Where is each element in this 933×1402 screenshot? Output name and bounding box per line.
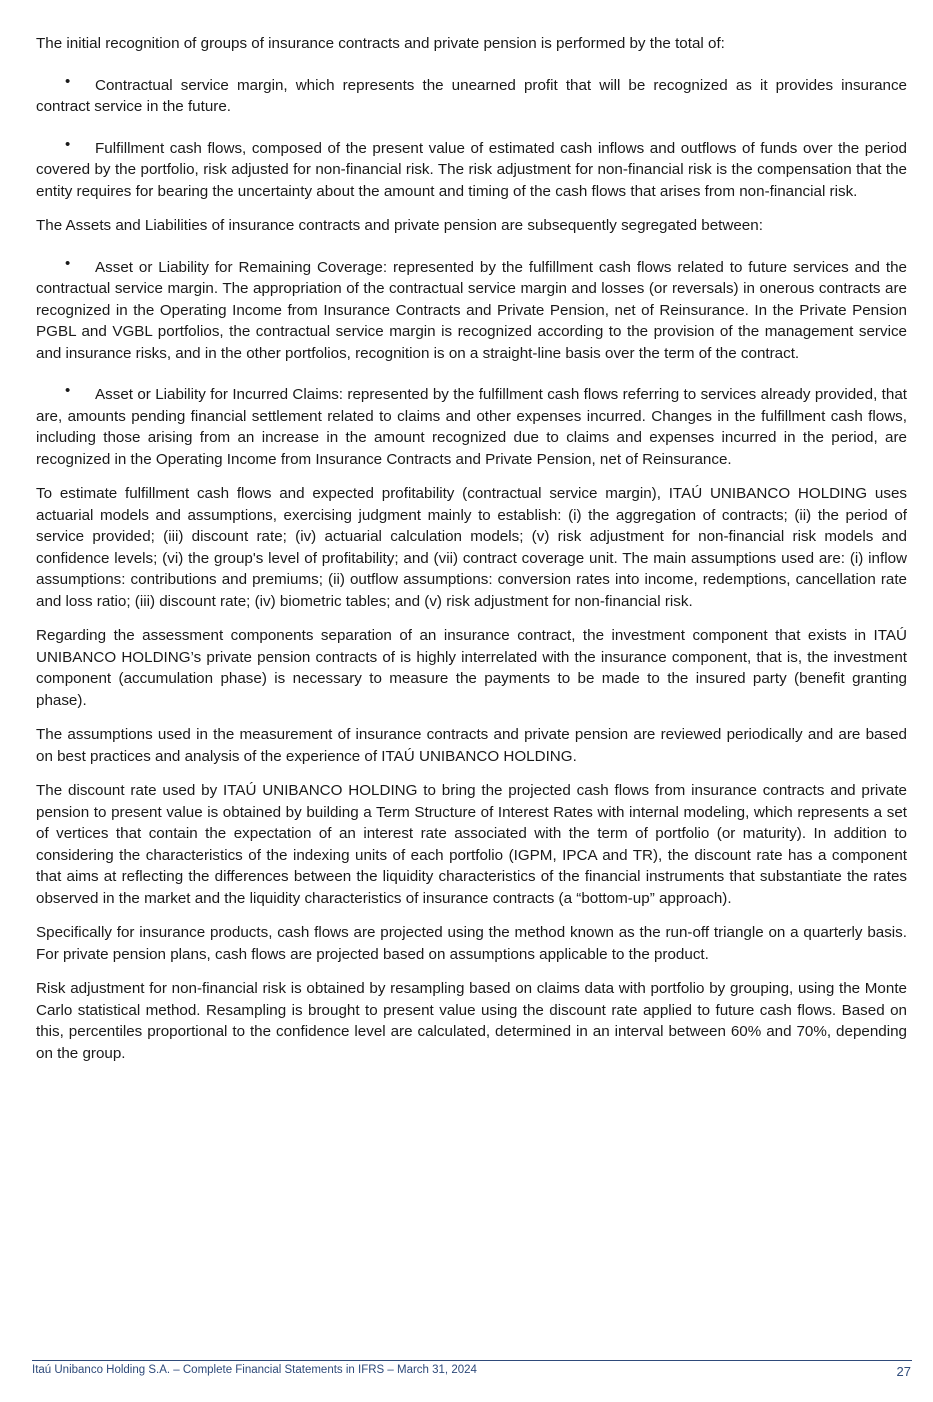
discount-rate-paragraph: The discount rate used by ITAÚ UNIBANCO HOLDING to bring the projected cash flows from insurance contracts and private pension to present value is obtained by building a Term Structure of Interest Rates with internal modeling, which represents a set of vertices that contain the expectation of an interest rate associated with the term of portfolio (or maturity). In addition to considering the characteristics of the indexing units of each portfolio (IGPM, IPCA and TR), the discount rate has a component that aims at reflecting the differences between the liquidity characteristics of the financial instruments that substantiate the rates observed in the market and the liquidity characteristics of insurance contracts (a “bottom-up” approach).: [36, 782, 907, 907]
bullet-icon: •: [65, 382, 71, 399]
bullet-remaining-coverage: [36, 254, 907, 365]
estimation-paragraph: To estimate fulfillment cash flows and expected profitability (contractual service margin), ITAÚ UNIBANCO HOLDING uses actuarial models and assumptions, exercising judgment mainly to establish: (i) the aggregation of contracts; (ii) the period of service provided; (iii) discount rate; (iv) actuarial calculation models; (v) risk adjustment for non-financial risk models and confidence levels; (vi) the group's level of profitability; and (vii) contract coverage unit. The main assumptions used are: (i) inflow assumptions: contributions and premiums; (ii) outflow assumptions: conversion rates into income, redemptions, cancellation rate and loss ratio; (iii) discount rate; (iv) biometric tables; and (v) risk adjustment for non-financial risk.: [36, 485, 907, 610]
bullet-text: Contractual service margin, which represents the unearned profit that will be recognized as it provides insurance contract service in the future.: [36, 76, 907, 115]
bullet-icon: •: [65, 72, 71, 90]
bullet-text: Asset or Liability for Incurred Claims: represented by the fulfillment cash flows referring to services already provided, that are, amounts pending financial settlement related to claims and other expenses incurred. Changes in the fulfillment cash flows, including those arising from an increase in the amount recognized due to claims and expenses incurred in the period, are recognized in the Operating Income from Insurance Contracts and Private Pension, net of Reinsurance.: [36, 386, 907, 468]
bullet-text: Asset or Liability for Remaining Coverage: represented by the fulfillment cash flows related to future services and the contractual service margin. The appropriation of the contractual service margin and losses (or reversals) in onerous contracts are recognized in the Operating Income from Insurance Contracts and Private Pension, net of Reinsurance. In the Private Pension PGBL and VGBL portfolios, the contractual service margin is recognized according to the provision of the management service and insurance risks, and in the other portfolios, recognition is on a straight-line basis over the term of the contract.: [36, 258, 907, 362]
footer-title: Itaú Unibanco Holding S.A. – Complete Financial Statements in IFRS – March 31, 2024: [32, 1364, 477, 1376]
document-body: [36, 33, 907, 1077]
bullet-incurred-claims: [36, 384, 907, 470]
bullet-text: Fulfillment cash flows, composed of the present value of estimated cash inflows and outflows of funds over the period covered by the portfolio, risk adjusted for non-financial risk. The risk adjustment for non-financial risk is the compensation that the entity requires for bearing the uncertainty about the amount and timing of the cash flows that arises from non-financial risk.: [36, 139, 907, 200]
projection-paragraph: Specifically for insurance products, cash flows are projected using the method known as the run-off triangle on a quarterly basis. For private pension plans, cash flows are projected based on assumptions applicable to the product.: [36, 924, 907, 963]
page-number: 27: [896, 1364, 911, 1379]
assessment-paragraph: Regarding the assessment components separation of an insurance contract, the investment component that exists in ITAÚ UNIBANCO HOLDING’s private pension contracts of is highly interrelated with the insurance component, that is, the investment component (accumulation phase) is necessary to measure the payments to be made to the insured party (benefit granting phase).: [36, 627, 907, 709]
assumptions-paragraph: The assumptions used in the measurement of insurance contracts and private pension are reviewed periodically and are based on best practices and analysis of the experience of ITAÚ UNIBANCO HOLDING.: [36, 726, 907, 765]
bullet-icon: •: [65, 254, 71, 272]
bullet-icon: •: [65, 135, 71, 153]
risk-adjustment-paragraph: Risk adjustment for non-financial risk is obtained by resampling based on claims data with portfolio by grouping, using the Monte Carlo statistical method. Resampling is brought to present value using the discount rate applied to future cash flows. Based on this, percentiles proportional to the confidence level are calculated, determined in an interval between 60% and 70%, depending on the group.: [36, 980, 907, 1062]
bullet-fulfillment-cash-flows: [36, 135, 907, 203]
bullet-contractual-service-margin: [36, 72, 907, 118]
page-footer: [32, 1360, 912, 1379]
segregation-paragraph: The Assets and Liabilities of insurance contracts and private pension are subsequently segregated between:: [36, 217, 763, 234]
intro-paragraph: The initial recognition of groups of insurance contracts and private pension is performed by the total of:: [36, 35, 725, 52]
